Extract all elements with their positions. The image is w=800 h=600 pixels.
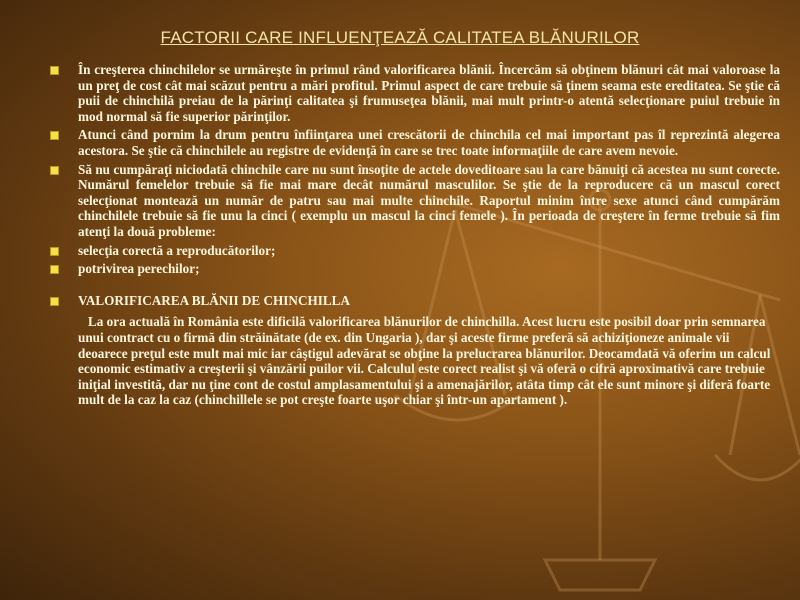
square-bullet-icon [50,297,59,306]
slide-title: FACTORII CARE INFLUENŢEAZĂ CALITATEA BLĂNURILOR [160,28,640,47]
square-bullet-icon [50,66,59,75]
bullet-item-purchase [48,162,780,240]
bullet-text: potrivirea perechilor; [78,261,200,277]
slide-content [48,62,780,408]
bullet-item-breeder-selection [48,243,780,259]
bullet-item-section-heading [48,293,780,309]
bullet-item-pairing [48,261,780,277]
closing-paragraph: La ora actuală în România este dificilă valorificarea blănurilor de chinchilla. Acest lucru este posibil doar prin semnarea unui contract cu o firmă din străinătate (de ex. din Ungaria ), dar şi aceste firme preferă să achiziţioneze animale vii deoarece preţul este mult mai mic iar câştigul adevărat se obţine la prelucrarea blănurilor. Deocamdată vă oferim un calcul economic estimativ a creşterii şi vânzării puilor vii. Calculul este corect realist şi vă oferă o cifră aproximativă care trebuie iniţial investită, dar nu ţine cont de costul amplasamentului şi a amenajărilor, atâta timp cât ele sunt minore şi diferă foarte mult de la caz la caz (chinchillele se pot creşte foarte uşor chiar şi într-un apartament ). [78,314,771,408]
square-bullet-icon [50,265,59,274]
bullet-text: În creşterea chinchilelor se urmăreşte în primul rând valorificarea blănii. Încercăm să obţinem blănuri cât mai valoroase la un preţ de cost cât mai scăzut pentru a mări profitul. Primul aspect de care trebuie să ţinem seama este ereditatea. Se ştie că puii de chinchilă preiau de la părinţi calitatea şi frumuseţea blănii, mai mult printr-o atentă selecţionare puiul trebuie în mod normal să fie superior părinţilor. [78,62,780,124]
bullet-text: selecţia corectă a reproducătorilor; [78,242,276,258]
bullet-item-selection [48,127,780,158]
bullet-text: Atunci când pornim la drum pentru înfiinţarea unei crescătorii de chinchila cel mai important pas îl reprezintă alegerea acestora. Se ştie că chinchilele au registre de evidenţă în care se trec toate informaţiile de care avem nevoie. [78,127,780,158]
bullet-text: Să nu cumpăraţi niciodată chinchile care nu sunt însoţite de actele doveditoare sau la care bănuiţi că acestea nu sunt corecte. Numărul femelelor trebuie să fie mai mare decât numărul masculilor. Se ştie de la reproducere că un mascul corect selecţionat montează un număr de patru sau mai multe chinchile. Raportul minim între sexe atunci când cumpărăm chinchilele trebuie să fie unu la cinci ( exemplu un mascul la cinci femele ). În perioada de creştere în ferme trebuie să fim atenţi la două probleme: [78,161,780,239]
section-heading: VALORIFICAREA BLĂNII DE CHINCHILLA [78,292,350,308]
square-bullet-icon [50,131,59,140]
bullet-item-heredity [48,62,780,124]
square-bullet-icon [50,247,59,256]
square-bullet-icon [50,166,59,175]
